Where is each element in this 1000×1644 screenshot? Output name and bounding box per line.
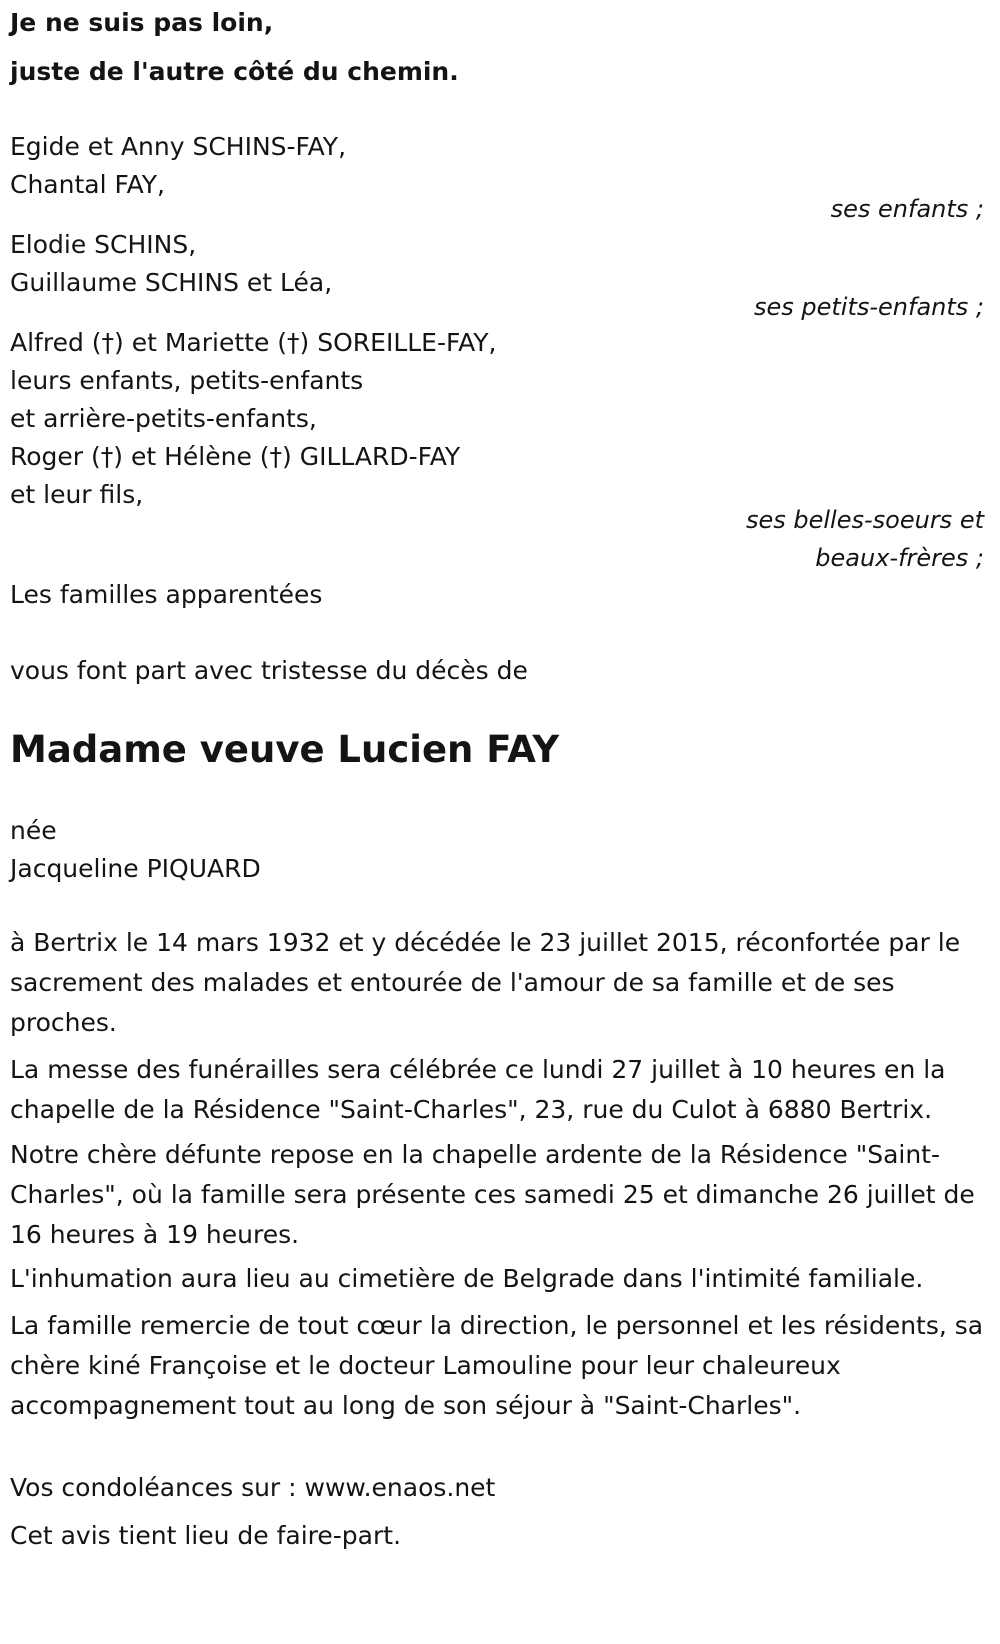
paragraph-burial: L'inhumation aura lieu au cimetière de Belgrade dans l'intimité familiale.	[10, 1264, 924, 1293]
children-line-1: Egide et Anny SCHINS-FAY,	[10, 132, 347, 161]
inlaws-line-3: et arrière-petits-enfants,	[10, 404, 317, 433]
paragraph-condolences: Vos condoléances sur : www.enaos.net	[10, 1473, 496, 1502]
announce-line: vous font part avec tristesse du décès de	[10, 656, 528, 685]
deceased-title: Madame veuve Lucien FAY	[10, 728, 560, 771]
birth-name: Jacqueline PIQUARD	[10, 854, 261, 883]
children-role: ses enfants ;	[830, 195, 984, 223]
inlaws-line-4: Roger (†) et Hélène (†) GILLARD-FAY	[10, 442, 461, 471]
relatives-line: Les familles apparentées	[10, 580, 323, 609]
nee-label: née	[10, 816, 57, 845]
paragraph-birth-death: à Bertrix le 14 mars 1932 et y décédée le 23 juillet 2015, réconfortée par le sacrement des malades et entourée de l'amour de sa famille et de ses proches.	[10, 928, 961, 1037]
grandchildren-role: ses petits-enfants ;	[753, 293, 984, 321]
children-line-2: Chantal FAY,	[10, 170, 165, 199]
grandchildren-line-1: Elodie SCHINS,	[10, 230, 197, 259]
inlaws-line-1: Alfred (†) et Mariette (†) SOREILLE-FAY,	[10, 328, 497, 357]
grandchildren-line-2: Guillaume SCHINS et Léa,	[10, 268, 333, 297]
paragraph-notice: Cet avis tient lieu de faire-part.	[10, 1521, 402, 1550]
inlaws-role-1: ses belles-soeurs et	[745, 506, 984, 534]
inlaws-line-2: leurs enfants, petits-enfants	[10, 366, 364, 395]
inlaws-role-2: beaux-frères ;	[815, 544, 984, 572]
paragraph-funeral-mass: La messe des funérailles sera célébrée ce lundi 27 juillet à 10 heures en la chapelle de la Résidence "Saint-Charles", 23, rue du Culot à 6880 Bertrix.	[10, 1055, 946, 1124]
inlaws-line-5: et leur fils,	[10, 480, 144, 509]
poem-line-1: Je ne suis pas loin,	[10, 8, 274, 37]
paragraph-thanks: La famille remercie de tout cœur la direction, le personnel et les résidents, sa chère kiné Françoise et le docteur Lamouline pour leur chaleureux accompagnement tout au long de son séjour à "Saint-Charles".	[10, 1311, 984, 1420]
poem-line-2: juste de l'autre côté du chemin.	[10, 57, 459, 86]
paragraph-chapel: Notre chère défunte repose en la chapelle ardente de la Résidence "Saint-Charles", où la famille sera présente ces samedi 25 et dimanche 26 juillet de 16 heures à 19 heures.	[10, 1140, 975, 1249]
